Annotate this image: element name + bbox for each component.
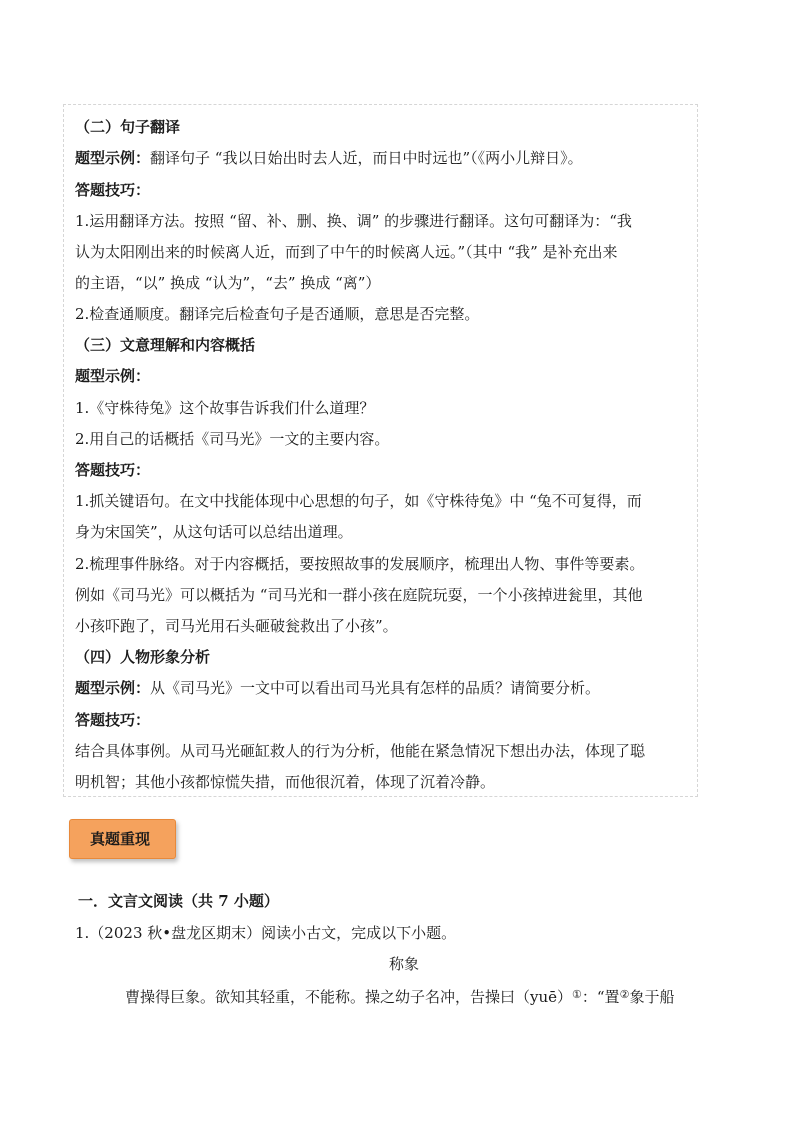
badge-label: 真题重现 bbox=[90, 830, 151, 848]
passage-title: 称象 bbox=[389, 955, 420, 973]
tip-text: 2.检查通顺度。翻译完后检查句子是否通顺，意思是否完整。 bbox=[75, 305, 480, 323]
tip-text: 身为宋国笑”，从这句话可以总结出道理。 bbox=[75, 523, 353, 541]
tip-text: 2.梳理事件脉络。对于内容概括，要按照故事的发展顺序，梳理出人物、事件等要素。 bbox=[75, 555, 645, 573]
tip-text: 例如《司马光》可以概括为 “司马光和一群小孩在庭院玩耍，一个小孩掉进瓮里，其他 bbox=[75, 586, 643, 604]
example-line bbox=[75, 678, 600, 698]
tips-label: 答题技巧： bbox=[75, 181, 151, 199]
passage-text bbox=[125, 985, 674, 1007]
tip-text: 的主语，“以” 换成 “认为”，“去” 换成 “离”） bbox=[75, 274, 381, 292]
example-label: 题型示例： bbox=[75, 679, 151, 697]
tip-text: 1.运用翻译方法。按照 “留、补、删、换、调” 的步骤进行翻译。这句可翻译为：“我 bbox=[75, 212, 632, 230]
real-exam-badge bbox=[69, 819, 176, 859]
example-text: 翻译句子 “我以日始出时去人近，而日中时远也”（《两小儿辩日》。 bbox=[150, 149, 583, 167]
example-text: 从《司马光》一文中可以看出司马光具有怎样的品质？请简要分析。 bbox=[150, 679, 601, 697]
tips-label: 答题技巧： bbox=[75, 711, 151, 729]
example-text: 1.《守株待兔》这个故事告诉我们什么道理？ bbox=[75, 399, 375, 417]
tip-text: 认为太阳刚出来的时候离人近，而到了中午的时候离人远。”（其中 “我” 是补充出来 bbox=[75, 243, 618, 261]
footnote-marker: ② bbox=[619, 988, 630, 1001]
example-text: 2.用自己的话概括《司马光》一文的主要内容。 bbox=[75, 430, 390, 448]
passage-line: ：“置 bbox=[581, 988, 620, 1006]
tip-text: 明机智；其他小孩都惊慌失措，而他很沉着，体现了沉着冷静。 bbox=[75, 773, 496, 791]
passage-line: 曹操得巨象。欲知其轻重，不能称。操之幼子名冲，告操曰（yuē） bbox=[125, 988, 573, 1006]
tip-text: 1.抓关键语句。在文中找能体现中心思想的句子，如《守株待兔》中 “兔不可复得，而 bbox=[75, 492, 642, 510]
tips-label: 答题技巧： bbox=[75, 461, 151, 479]
tip-text: 结合具体事例。从司马光砸缸救人的行为分析，他能在紧急情况下想出办法，体现了聪 bbox=[75, 742, 646, 760]
section-heading-character: （四）人物形象分析 bbox=[75, 648, 211, 666]
exam-part-heading: 一．文言文阅读（共 7 小题） bbox=[78, 892, 279, 910]
section-heading-comprehension: （三）文意理解和内容概括 bbox=[75, 336, 256, 354]
example-label: 题型示例： bbox=[75, 149, 151, 167]
example-line bbox=[75, 148, 583, 168]
section-heading-translation: （二）句子翻译 bbox=[75, 118, 181, 136]
passage-line: 象于船 bbox=[629, 988, 675, 1006]
footnote-marker: ① bbox=[572, 988, 582, 1001]
question-text: 1.（2023 秋•盘龙区期末）阅读小古文，完成以下小题。 bbox=[75, 924, 457, 942]
tip-text: 小孩吓跑了，司马光用石头砸破瓮救出了小孩”。 bbox=[75, 617, 398, 635]
example-label: 题型示例： bbox=[75, 367, 151, 385]
